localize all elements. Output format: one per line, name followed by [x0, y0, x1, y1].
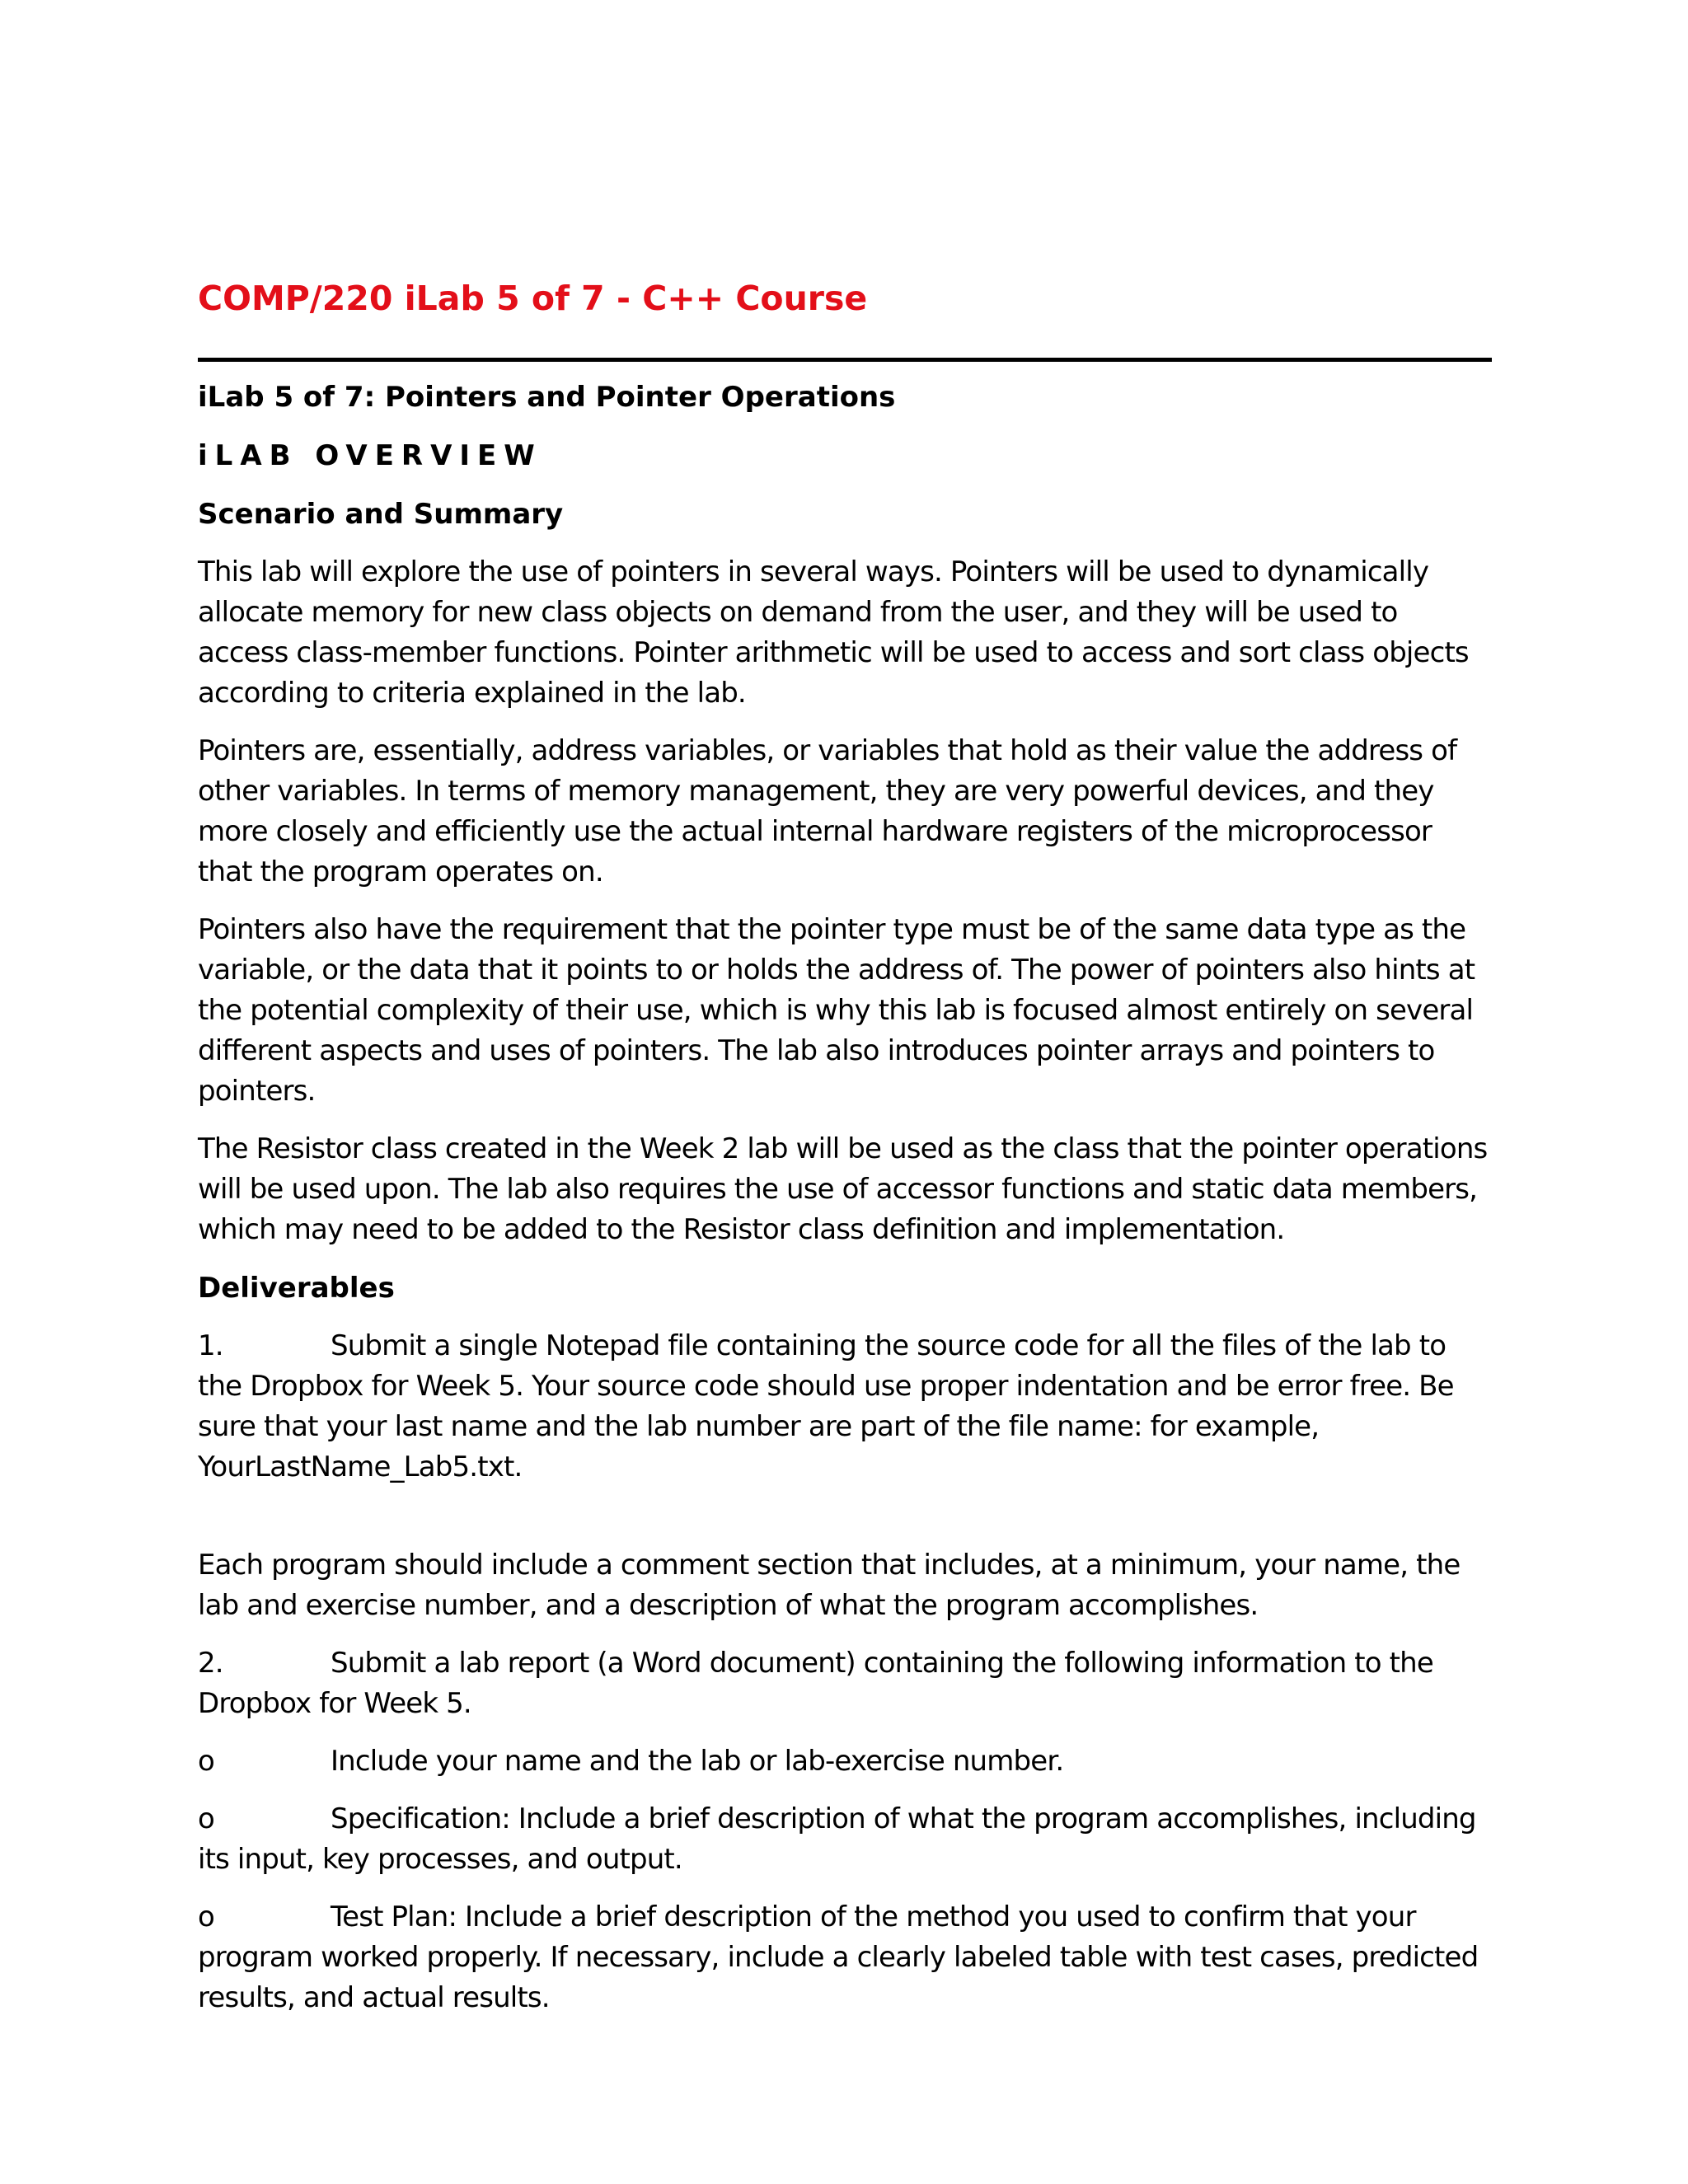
- list-marker: o: [198, 1802, 214, 1835]
- list-marker: 2.: [198, 1647, 223, 1680]
- deliverable-text: Submit a single Notepad file containing the source code for all the files of the lab to the Dropbox for Week 5. Your source code should use proper indentation and be error free. Be sure that your last name and the lab number are part of the file name: for example, YourLastName_Lab5.txt.: [198, 1329, 1454, 1483]
- scenario-heading: Scenario and Summary: [198, 498, 564, 531]
- deliverable-subitem-specification: [198, 1799, 1492, 1880]
- deliverable-text: Each program should include a comment section that includes, at a minimum, your name, the lab and exercise number, and a description of what the program accomplishes.: [198, 1549, 1461, 1622]
- deliverable-text: Test Plan: Include a brief description of the method you used to confirm that your program worked properly. If necessary, include a clearly labeled table with test cases, predicted results, and actual results.: [198, 1900, 1479, 2014]
- deliverable-text: Submit a lab report (a Word document) containing the following information to the Dropbox for Week 5.: [198, 1647, 1433, 1720]
- scenario-paragraph-1: This lab will explore the use of pointers in several ways. Pointers will be used to dynamically allocate memory for new class objects on demand from the user, and they will be used to access class-member functions. Pointer arithmetic will be used to access and sort class objects according to criteria explained in the lab.: [198, 555, 1469, 710]
- scenario-paragraph-4: The Resistor class created in the Week 2 lab will be used as the class that the pointer operations will be used upon. The lab also requires the use of accessor functions and static data members, which may need to be added to the Resistor class definition and implementation.: [198, 1132, 1488, 1246]
- deliverable-text: Include your name and the lab or lab-exercise number.: [331, 1745, 1064, 1778]
- list-marker: o: [198, 1900, 214, 1933]
- deliverable-subitem-test-plan: [198, 1897, 1492, 2018]
- list-marker: o: [198, 1745, 214, 1778]
- deliverable-subitem-name: [198, 1741, 1492, 1782]
- scenario-paragraph-2: Pointers are, essentially, address variables, or variables that hold as their value the address of other variables. In terms of memory management, they are very powerful devices, and they more closely and efficiently use the actual internal hardware registers of the microprocessor that the program operates on.: [198, 734, 1457, 888]
- document-page: [198, 272, 1492, 2018]
- deliverable-text: Specification: Include a brief description of what the program accomplishes, including its input, key processes, and output.: [198, 1802, 1476, 1876]
- deliverable-item-2: [198, 1643, 1492, 1724]
- overview-heading: iLAB OVERVIEW: [198, 439, 542, 472]
- scenario-paragraph-3: Pointers also have the requirement that the pointer type must be of the same data type as the variable, or the data that it points to or holds the address of. The power of pointers also hints at the potential complexity of their use, which is why this lab is focused almost entirely on several different aspects and uses of pointers. The lab also introduces pointer arrays and pointers to pointers.: [198, 913, 1475, 1108]
- list-marker: 1.: [198, 1329, 223, 1362]
- deliverable-item-1: [198, 1326, 1492, 1488]
- deliverables-heading: Deliverables: [198, 1272, 395, 1305]
- document-title: COMP/220 iLab 5 of 7 - C++ Course: [198, 279, 868, 318]
- lab-title: iLab 5 of 7: Pointers and Pointer Operations: [198, 381, 896, 414]
- deliverable-note: [198, 1545, 1492, 1626]
- title-divider: [198, 358, 1492, 362]
